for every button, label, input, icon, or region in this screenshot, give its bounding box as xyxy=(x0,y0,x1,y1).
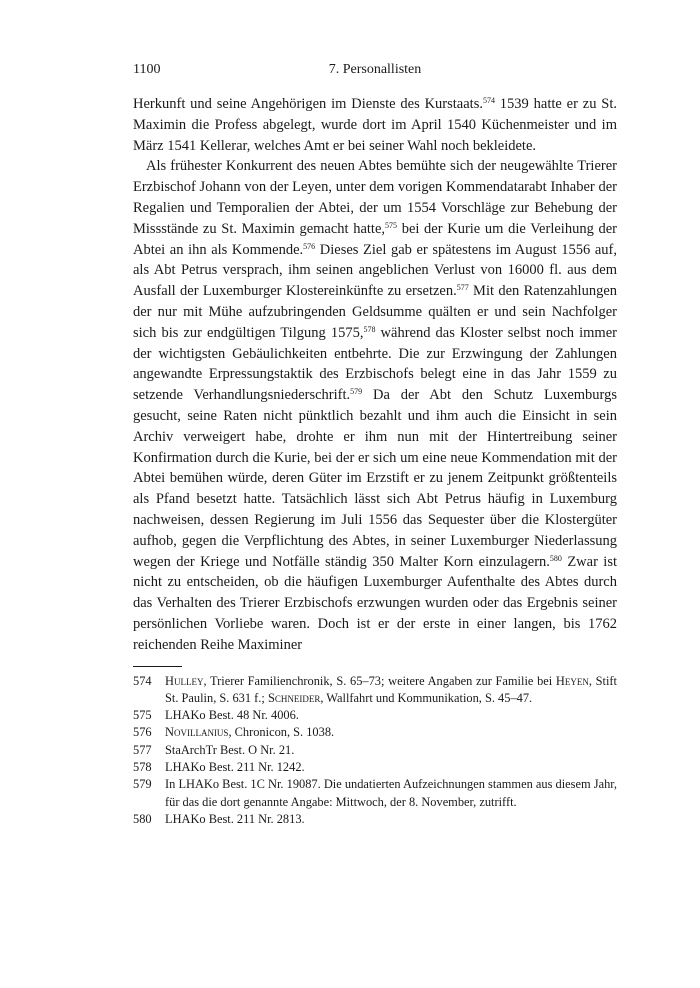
text-run: Mit den Ratenzahlungen der nur mit Mühe aufzubringenden Geldsumme quälten er und sein Nachfolger sich bis zur endgültigen Tilgung 1575, xyxy=(133,283,618,341)
text-run: Herkunft und seine Angehörigen im Dienste des Kurstaats. xyxy=(133,96,483,112)
footnotes xyxy=(133,673,617,829)
page-number: 1100 xyxy=(133,62,161,77)
text-run: während das Kloster selbst noch immer der wichtigsten Gebäulichkeiten entbehrte. Die zur Erzwingung der Zahlungen angewandte Erpressungstaktik des Erzbischofs belegt eine in das Jahr 1559 zu setzende Verhandlungsniederschrift. xyxy=(133,324,617,404)
text-run: StaArchTr Best. O Nr. 21. xyxy=(165,742,295,757)
footnote xyxy=(133,759,617,776)
footnote-reference[interactable]: 575 xyxy=(385,220,398,230)
author-name: Heyen xyxy=(555,673,589,688)
footnote-number: 574 xyxy=(133,673,152,688)
text-run: Als frühester Konkurrent des neuen Abtes bemühte sich der neugewählte Trierer Erzbischof Johann von der Leyen, unter dem vorigen Kommendatarabt Inhaber der Regalien und Temporalien der Abtei, der um 1554 Vorschläge zur Behebung der Missstände zu St. Maximin gemacht hatte, xyxy=(133,158,617,237)
footnote xyxy=(133,707,617,724)
footnote xyxy=(133,811,617,828)
text-run: , Stift St. Paulin, S. 631 f.; xyxy=(165,673,617,705)
footnote-reference[interactable]: 576 xyxy=(303,241,316,251)
footnote-number: 576 xyxy=(133,725,152,740)
footnote xyxy=(133,673,617,708)
footnote-text xyxy=(165,673,617,708)
running-title: 7. Personallisten xyxy=(328,62,422,77)
text-run: Dieses Ziel gab er spätestens im August 1556 auf, als Abt Petrus versprach, ihm seinen angeblichen Verlust von 16000 fl. aus dem Ausfall der Luxemburger Klostereinkünfte zu ersetzen. xyxy=(133,241,618,300)
text-run: LHAKo Best. 48 Nr. 4006. xyxy=(165,708,299,723)
text-run: 1539 hatte er zu St. Maximin die Profess abgelegt, wurde dort im April 1540 Küchenmeister und im März 1541 Kellerar, welches Amt er bei seiner Wahl noch bekleidete. xyxy=(133,96,617,154)
text-run: LHAKo Best. 211 Nr. 2813. xyxy=(165,811,305,826)
footnote-number: 579 xyxy=(133,777,152,792)
author-name: Novillanius xyxy=(165,725,229,740)
footnote-reference[interactable]: 577 xyxy=(456,283,469,293)
text-run: Da der Abt den Schutz Luxemburgs gesucht, seine Raten nicht pünktlich bezahlt und ihm auch die Einsicht in sein Archiv verweigert habe, drohte er ihm nun mit der Hintertreibung seiner Konfirmation durch die Kurie, bei der er sich um eine neue Kommendation mit der Abtei bemühen würde, deren Güter im Erzstift er zu jenem Zeitpunkt größtenteils als Pfand besetzt hatte. Tatsächlich lässt sich Abt Petrus häufig in Luxemburg nachweisen, dessen Regierung im Juli 1556 das Sequester über die Klostergüter aufhob, gegen die Verpflichtung des Abtes, in seiner Luxemburger Niederlassung wegen der Kriege und Notfälle ständig 350 Malter Korn einzulagern. xyxy=(133,387,617,570)
footnote-number: 575 xyxy=(133,708,152,723)
footnote-text xyxy=(165,724,617,741)
footnote xyxy=(133,776,617,811)
paragraph xyxy=(133,156,617,655)
text-run: bei der Kurie um die Verleihung der Abtei an ihn als Kommende. xyxy=(133,220,617,258)
page-header xyxy=(133,62,617,84)
author-name: Hulley xyxy=(165,673,204,688)
footnote-reference[interactable]: 578 xyxy=(363,324,376,334)
footnote xyxy=(133,742,617,759)
text-run: , Trierer Familienchronik, S. 65–73; weitere Angaben zur Familie bei xyxy=(203,673,556,688)
text-run: , Chronicon, S. 1038. xyxy=(228,725,335,740)
text-run: , Wallfahrt und Kommunikation, S. 45–47. xyxy=(320,690,533,705)
text-run: Zwar ist nicht zu entscheiden, ob die häufigen Luxemburger Aufenthalte des Abtes durch das Verhalten des Trierer Erzbischofs erzwungen wurden oder das Ergebnis seiner persönlichen Vorliebe waren. Doch ist er der erste in einer langen, bis 1762 reichenden Reihe Maximiner xyxy=(133,553,617,653)
footnote-text xyxy=(165,811,617,828)
footnote-number: 580 xyxy=(133,811,152,826)
footnote-reference[interactable]: 579 xyxy=(350,387,363,397)
footnote-reference[interactable]: 580 xyxy=(549,553,562,563)
body-text xyxy=(133,94,617,656)
footnote-text xyxy=(165,742,617,759)
footnote-number: 577 xyxy=(133,742,152,757)
author-name: Schneider xyxy=(267,690,321,705)
book-page xyxy=(133,62,617,828)
footnote xyxy=(133,724,617,741)
footnote-text xyxy=(165,776,617,811)
footnote-text xyxy=(165,707,617,724)
footnote-text xyxy=(165,759,617,776)
text-run: LHAKo Best. 211 Nr. 1242. xyxy=(165,760,305,774)
footnote-separator xyxy=(133,666,182,667)
paragraph xyxy=(133,94,617,156)
footnote-number: 578 xyxy=(133,760,152,774)
footnote-reference[interactable]: 574 xyxy=(482,96,495,105)
text-run: In LHAKo Best. 1C Nr. 19087. Die undatierten Aufzeichnungen stammen aus diesem Jahr, für das die dort genannte Angabe: Mittwoch, der 8. November, zutrifft. xyxy=(165,777,617,809)
